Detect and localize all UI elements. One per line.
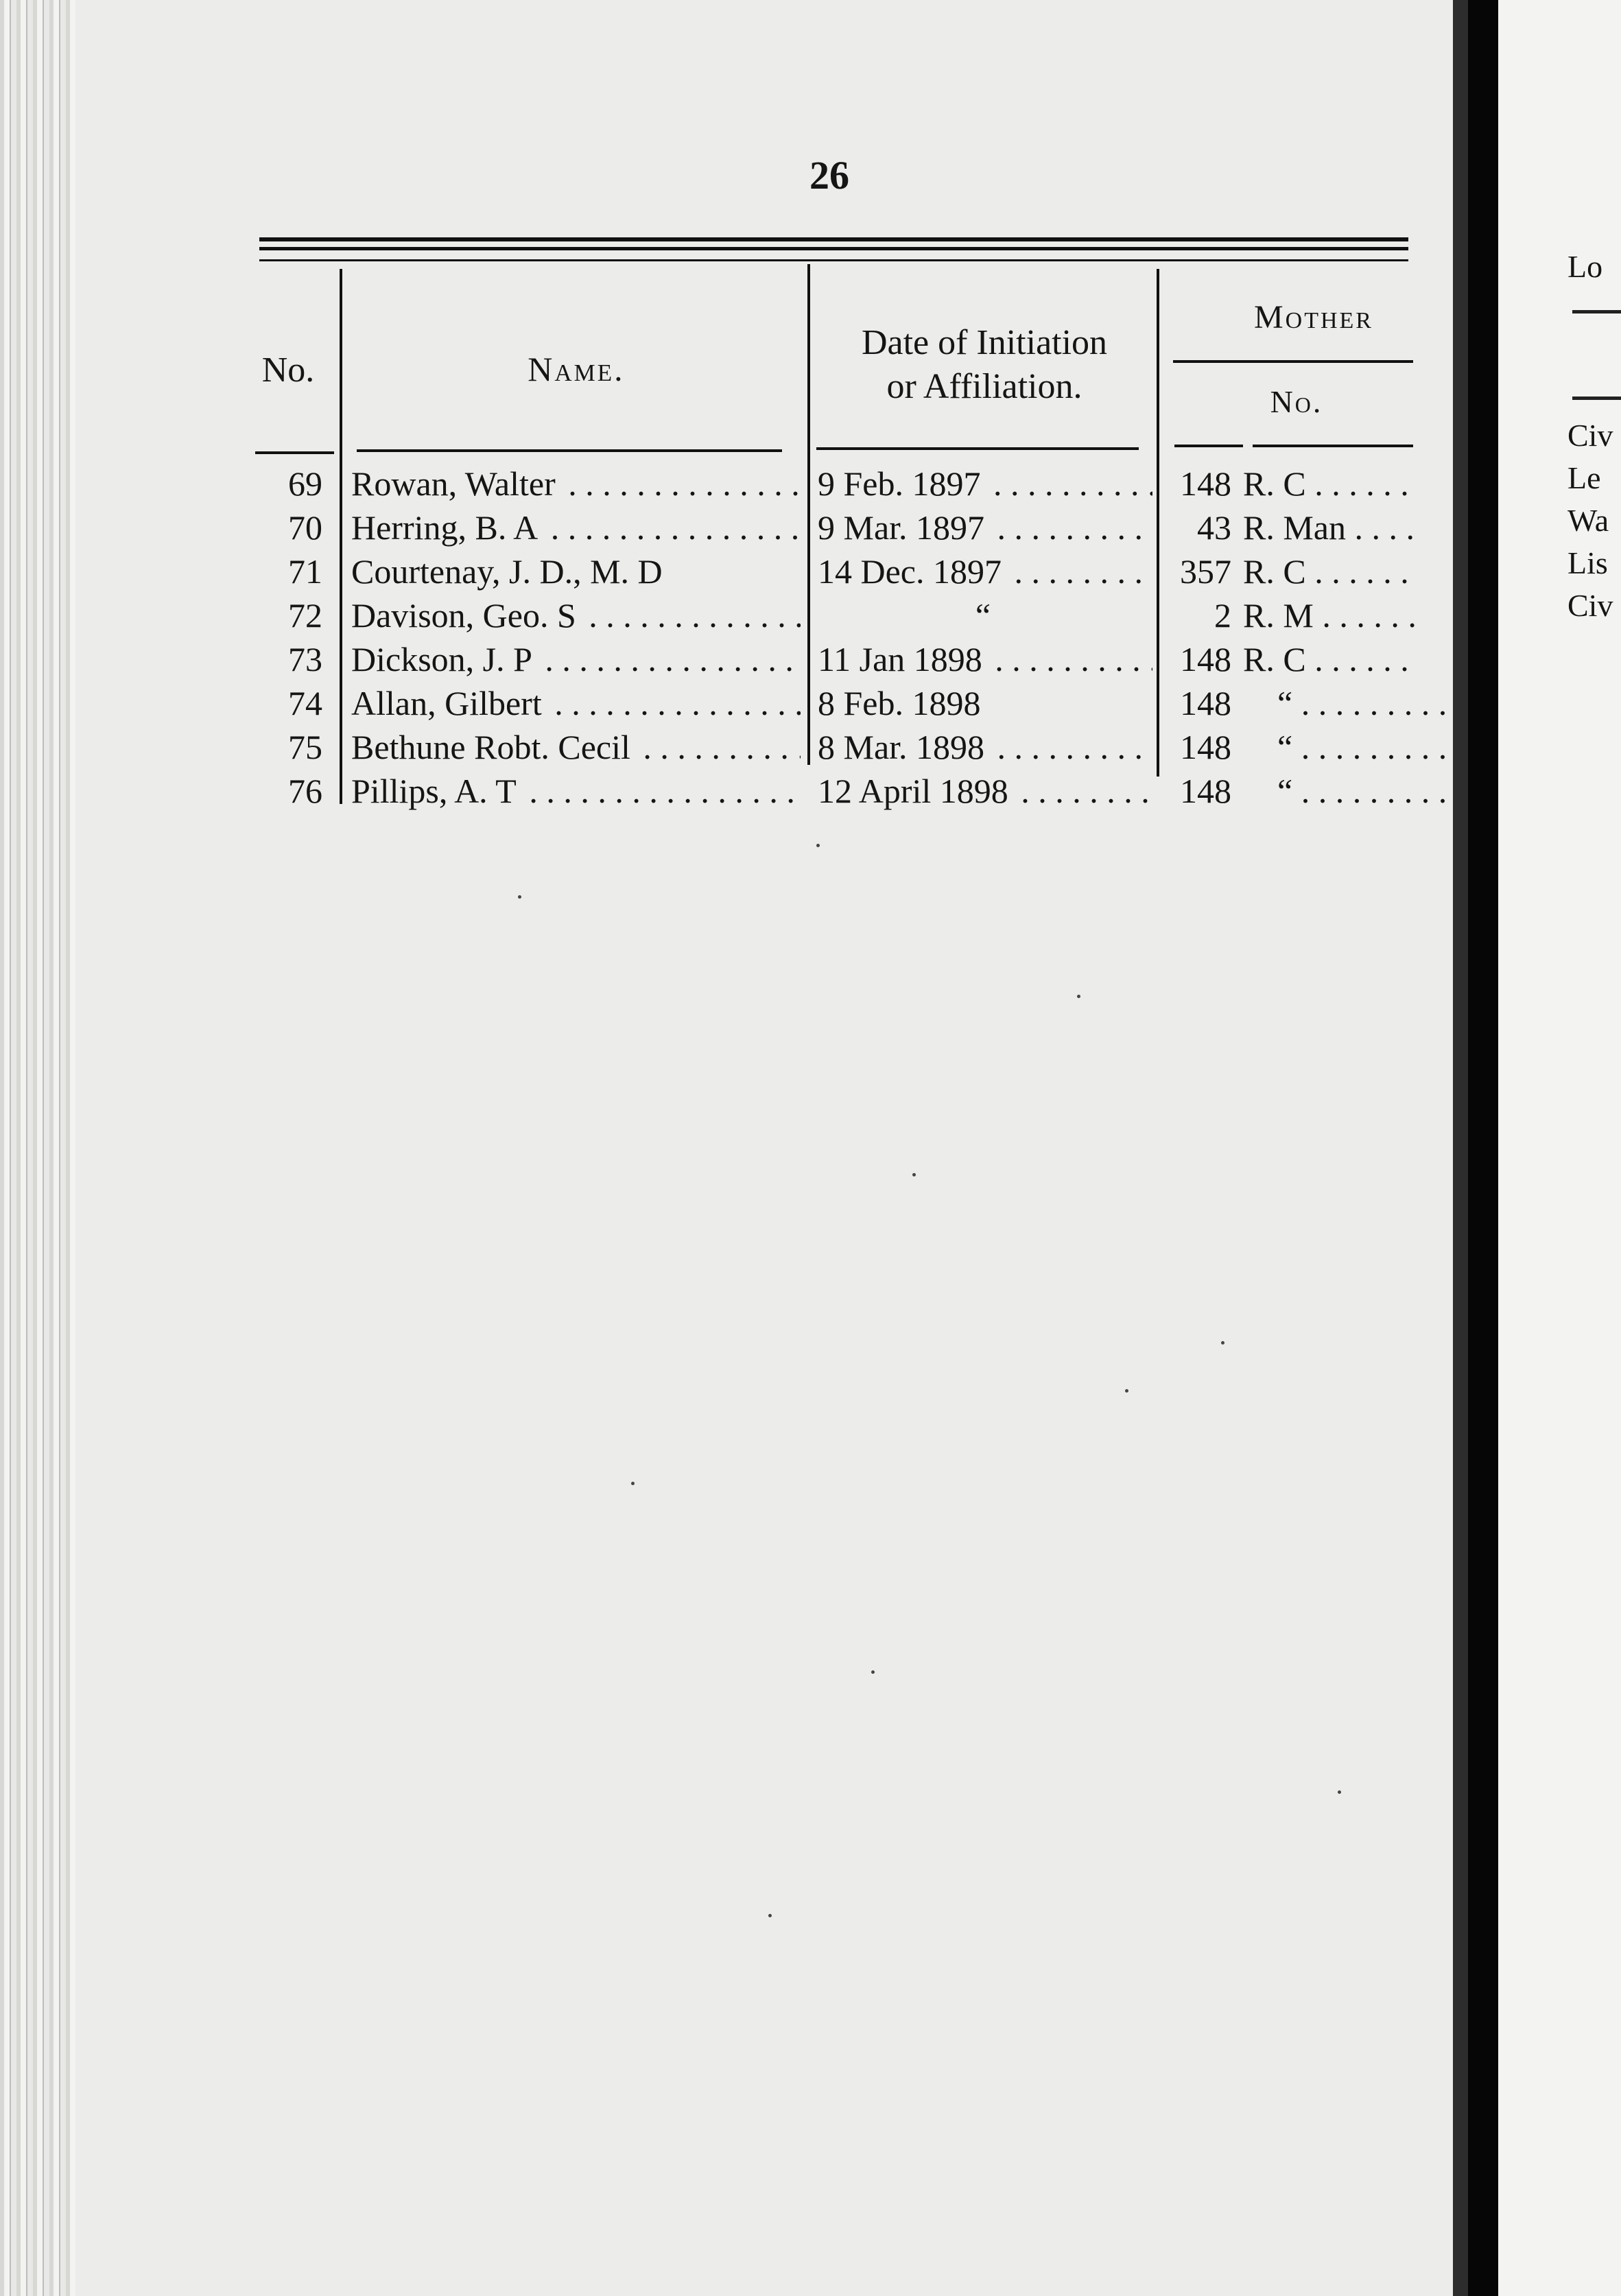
member-name: Pillips, A. T . . .: [351, 771, 801, 811]
initiation-date: 8 Feb. 1898: [818, 683, 1152, 723]
mother-lodge-name: “ . . .: [1243, 727, 1452, 767]
mother-lodge-number: 357: [1180, 552, 1231, 591]
mother-lodge-name: “ . . .: [1243, 683, 1452, 723]
binding-shadow: [1453, 0, 1468, 2296]
print-speck: [1077, 995, 1080, 998]
mother-lodge-number: 148: [1180, 640, 1231, 678]
initiation-date: “: [818, 595, 1152, 635]
header-mother-no: No.: [1270, 384, 1323, 419]
facing-page-line: Lis: [1567, 545, 1608, 580]
print-speck: [631, 1482, 635, 1485]
row-number: 70: [288, 508, 322, 547]
row-number: 69: [288, 464, 322, 503]
mother-lodge-name: R. Man . . .: [1243, 508, 1418, 547]
mother-lodge-name: R. M . . .: [1243, 595, 1418, 635]
facing-page-line: Le: [1567, 460, 1601, 495]
facing-page-line: Civ: [1567, 418, 1613, 453]
mother-lodge-name: R. C . . .: [1243, 464, 1418, 504]
page-edges: [0, 0, 75, 2296]
initiation-date: 9 Mar. 1897 . . .: [818, 508, 1152, 547]
header-mother: Mother: [1253, 299, 1373, 335]
facing-page-line: Wa: [1567, 503, 1609, 538]
member-name: Courtenay, J. D., M. D: [351, 552, 801, 591]
row-number: 76: [288, 772, 322, 810]
mother-lodge-number: 148: [1180, 772, 1231, 810]
print-speck: [912, 1173, 916, 1176]
mother-lodge-number: 43: [1197, 508, 1231, 547]
row-number: 73: [288, 640, 322, 678]
row-number: 71: [288, 552, 322, 591]
print-speck: [871, 1670, 875, 1674]
facing-page: [1498, 0, 1621, 2296]
member-name: Davison, Geo. S . . .: [351, 595, 801, 635]
print-speck: [1125, 1389, 1128, 1393]
header-rule-mother-lodge: [1253, 445, 1413, 447]
mother-lodge-name: R. C . . .: [1243, 639, 1418, 679]
table-top-rule-2: [259, 247, 1408, 250]
facing-page-header: Lo: [1567, 249, 1603, 284]
member-name: Dickson, J. P . . .: [351, 639, 801, 679]
header-rule-mother-no: [1174, 445, 1243, 447]
initiation-date: 11 Jan 1898 . . .: [818, 639, 1152, 679]
print-speck: [768, 1914, 772, 1917]
book-spine: [1468, 0, 1498, 2296]
print-speck: [1221, 1341, 1224, 1345]
row-number: 75: [288, 728, 322, 766]
mother-lodge-name: R. C . . .: [1243, 552, 1418, 591]
header-date-line1: Date of Initiation: [861, 323, 1108, 362]
column-divider: [807, 264, 810, 765]
header-rule-no: [255, 451, 334, 454]
member-name: Rowan, Walter . . .: [351, 464, 801, 504]
header-date-line2: or Affiliation.: [886, 367, 1082, 406]
print-speck: [518, 895, 521, 899]
initiation-date: 12 April 1898 . . .: [818, 771, 1152, 811]
header-no: No.: [261, 351, 315, 390]
table-top-rule-3: [259, 259, 1408, 261]
initiation-date: 8 Mar. 1898 . . .: [818, 727, 1152, 767]
header-rule-date: [816, 447, 1139, 450]
initiation-date: 9 Feb. 1897 . . .: [818, 464, 1152, 504]
facing-page-line: Civ: [1567, 588, 1613, 623]
print-speck: [1338, 1790, 1341, 1794]
table-top-rule: [259, 237, 1408, 241]
mother-lodge-number: 148: [1180, 464, 1231, 503]
mother-lodge-number: 2: [1214, 596, 1231, 635]
member-name: Bethune Robt. Cecil . . .: [351, 727, 801, 767]
mother-lodge-number: 148: [1180, 728, 1231, 766]
facing-page-rule: [1572, 310, 1621, 313]
row-number: 72: [288, 596, 322, 635]
header-rule-name: [357, 449, 782, 452]
column-divider: [340, 269, 342, 804]
mother-lodge-name: “ . . .: [1243, 771, 1452, 811]
mother-header-rule: [1173, 360, 1413, 363]
row-number: 74: [288, 684, 322, 722]
member-name: Allan, Gilbert . . .: [351, 683, 801, 723]
page-number: 26: [809, 153, 849, 198]
facing-page-rule-2: [1572, 397, 1621, 400]
member-name: Herring, B. A . . .: [351, 508, 801, 547]
print-speck: [816, 844, 820, 847]
header-name: Name.: [528, 350, 625, 388]
mother-lodge-number: 148: [1180, 684, 1231, 722]
initiation-date: 14 Dec. 1897 . . .: [818, 552, 1152, 591]
